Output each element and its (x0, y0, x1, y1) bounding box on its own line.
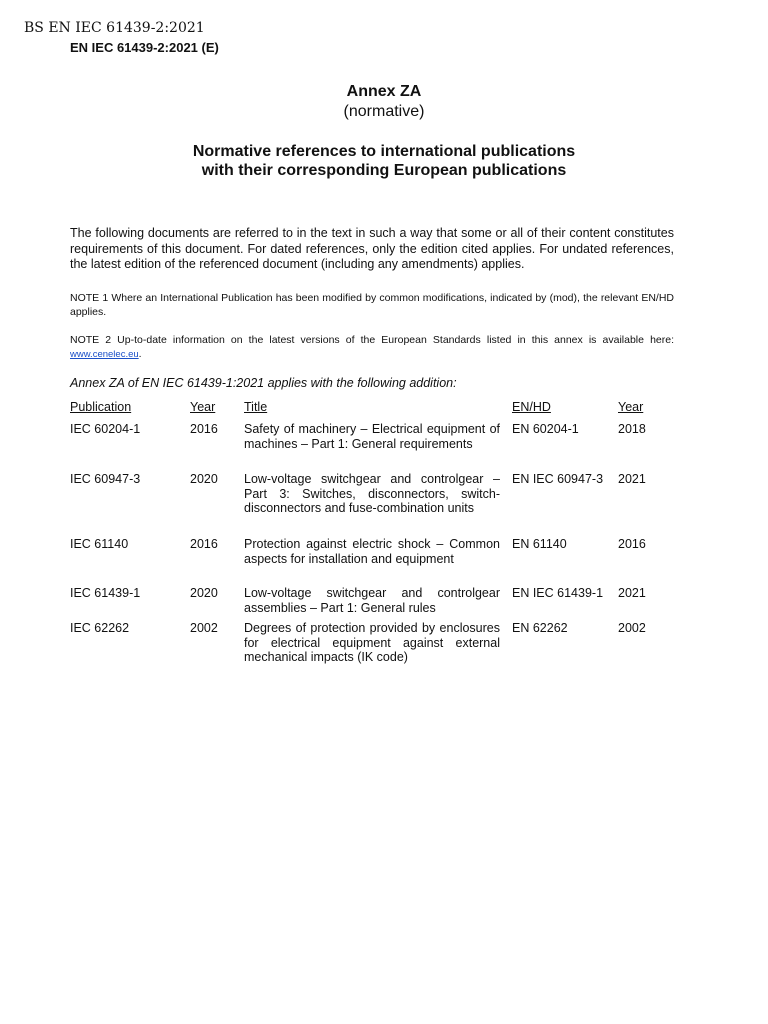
en-hd-cell: EN IEC 61439-1 (512, 586, 604, 600)
publication-cell: IEC 61140 (70, 537, 129, 551)
year-cell: 2002 (190, 621, 218, 635)
page-title-line-2: with their corresponding European publications (201, 162, 567, 179)
addition-statement: Annex ZA of EN IEC 61439-1:2021 applies with the following addition: (70, 376, 457, 390)
publication-cell: IEC 60947-3 (70, 472, 141, 486)
publication-cell: IEC 60204-1 (70, 422, 141, 436)
year-cell: 2020 (190, 472, 218, 486)
column-header-title: Title (244, 400, 268, 414)
title-cell: Low-voltage switchgear and controlgear – Part 3: Switches, disconnectors, switch-disconnectors and fuse-combination units (244, 472, 500, 515)
cenelec-link[interactable]: www.cenelec.eu (70, 348, 139, 360)
note-2 (70, 334, 674, 361)
publication-cell: IEC 62262 (70, 621, 130, 635)
title-cell: Safety of machinery – Electrical equipment of machines – Part 1: General requirements (244, 422, 500, 451)
note-2-end: . (138, 347, 142, 360)
title-cell: Low-voltage switchgear and controlgear assemblies – Part 1: General rules (244, 586, 500, 615)
column-header-year: Year (190, 400, 216, 414)
column-header-publication: Publication (70, 400, 132, 414)
en-year-cell: 2002 (618, 621, 646, 635)
page-title (0, 142, 768, 180)
publication-cell: IEC 61439-1 (70, 586, 141, 600)
year-cell: 2020 (190, 586, 218, 600)
note-2-text: NOTE 2 Up-to-date information on the latest versions of the European Standards listed in this annex is available here: (70, 334, 674, 346)
annex-subtitle: (normative) (343, 103, 425, 120)
year-cell: 2016 (190, 422, 218, 436)
en-year-cell: 2021 (618, 472, 646, 486)
annex-title: Annex ZA (346, 83, 422, 100)
title-cell: Degrees of protection provided by enclosures for electrical equipment against external mechanical impacts (IK code) (244, 621, 500, 664)
year-cell: 2016 (190, 537, 218, 551)
document-reference: BS EN IEC 61439-2:2021 (24, 20, 205, 36)
en-year-cell: 2018 (618, 422, 646, 436)
en-hd-cell: EN 60204-1 (512, 422, 579, 436)
standard-reference: EN IEC 61439-2:2021 (E) (70, 40, 219, 55)
en-hd-cell: EN 61140 (512, 537, 567, 551)
title-cell: Protection against electric shock – Common aspects for installation and equipment (244, 537, 500, 566)
page-title-line-1: Normative references to international publications (192, 143, 576, 160)
en-hd-cell: EN 62262 (512, 621, 568, 635)
column-header-en-hd: EN/HD (512, 400, 551, 414)
en-year-cell: 2016 (618, 537, 646, 551)
note-1: NOTE 1 Where an International Publication has been modified by common modifications, indicated by (mod), the relevant EN/HD applies. (70, 292, 674, 318)
column-header-en-year: Year (618, 400, 644, 414)
en-year-cell: 2021 (618, 586, 646, 600)
en-hd-cell: EN IEC 60947-3 (512, 472, 604, 486)
intro-paragraph: The following documents are referred to in the text in such a way that some or all of their content constitutes requirements of this document. For dated references, only the edition cited applies. For undated references, the latest edition of the referenced document (including any amendments) applies. (70, 226, 674, 271)
